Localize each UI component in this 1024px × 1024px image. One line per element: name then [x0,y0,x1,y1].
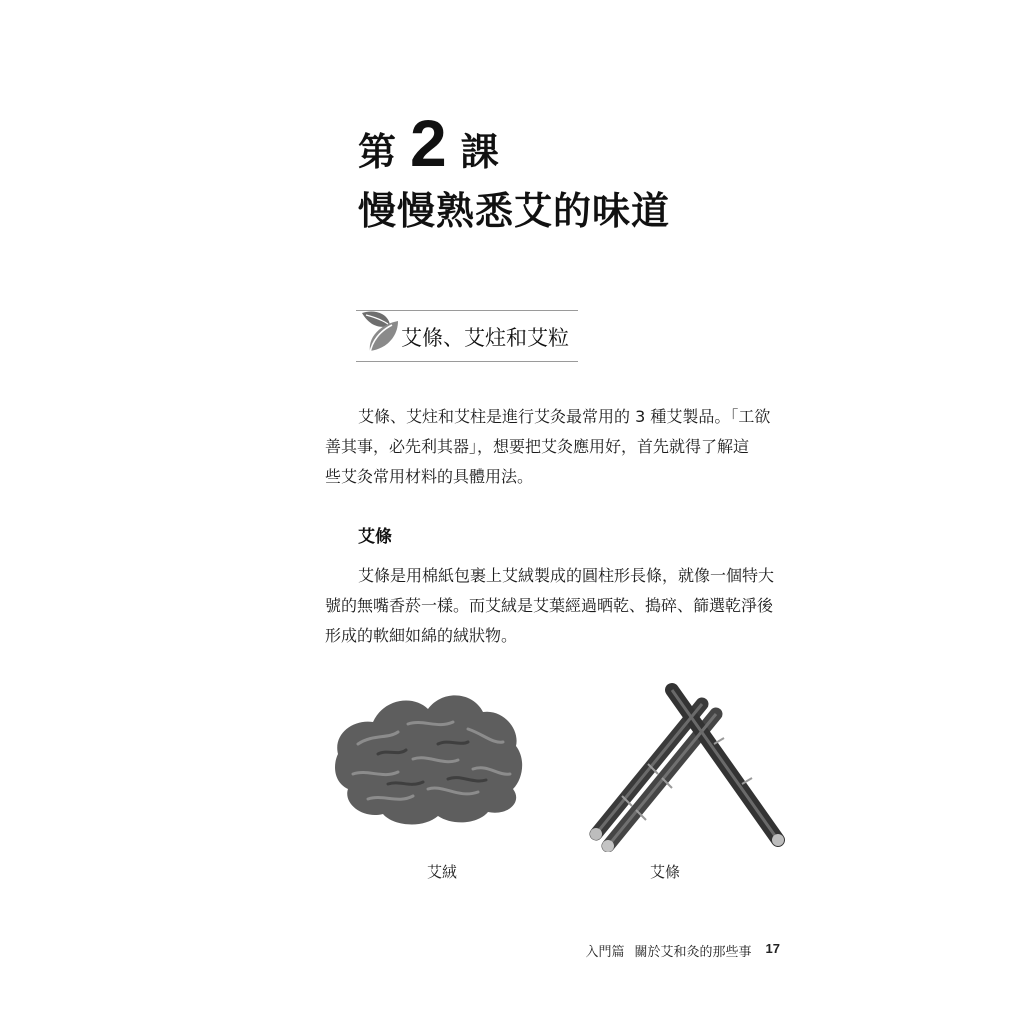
subsection-heading: 艾條 [358,527,392,547]
moxa-sticks-photo [582,682,792,856]
figure-caption: 艾條 [650,863,681,881]
intro-paragraph [325,402,785,492]
subsection-paragraph [325,561,785,651]
figure-caption: 艾絨 [427,863,458,881]
footer-part: 入門篇 [585,945,625,960]
paragraph-line: 號的無嘴香菸一樣。而艾絨是艾葉經過晒乾、搗碎、篩選乾淨後 [325,596,774,615]
leaf-icon [358,307,402,357]
paragraph-line: 艾條、艾炷和艾柱是進行艾灸最常用的 3 種艾製品。「工欲 [358,407,771,426]
chapter-suffix: 課 [460,130,499,174]
paragraph-line: 些艾灸常用材料的具體用法。 [325,467,534,486]
lesson-title: 慢慢熟悉艾的味道 [358,189,671,233]
footer-chapter-title: 關於艾和灸的那些事 [634,945,752,960]
paragraph-line: 艾條是用棉紙包裹上艾絨製成的圓柱形長條，就像一個特大 [358,566,775,585]
page-number: 17 [765,941,780,956]
paragraph-line: 形成的軟細如綿的絨狀物。 [325,626,518,645]
chapter-prefix: 第 [358,130,397,174]
paragraph-line: 善其事，必先利其器」，想要把艾灸應用好，首先就得了解這 [325,437,750,456]
chapter-number: 2 [410,106,447,180]
section-header [356,310,578,362]
page-footer [586,941,781,960]
chapter-heading [358,106,499,180]
section-title: 艾條、艾炷和艾粒 [401,326,569,350]
moxa-wool-photo [328,684,528,838]
